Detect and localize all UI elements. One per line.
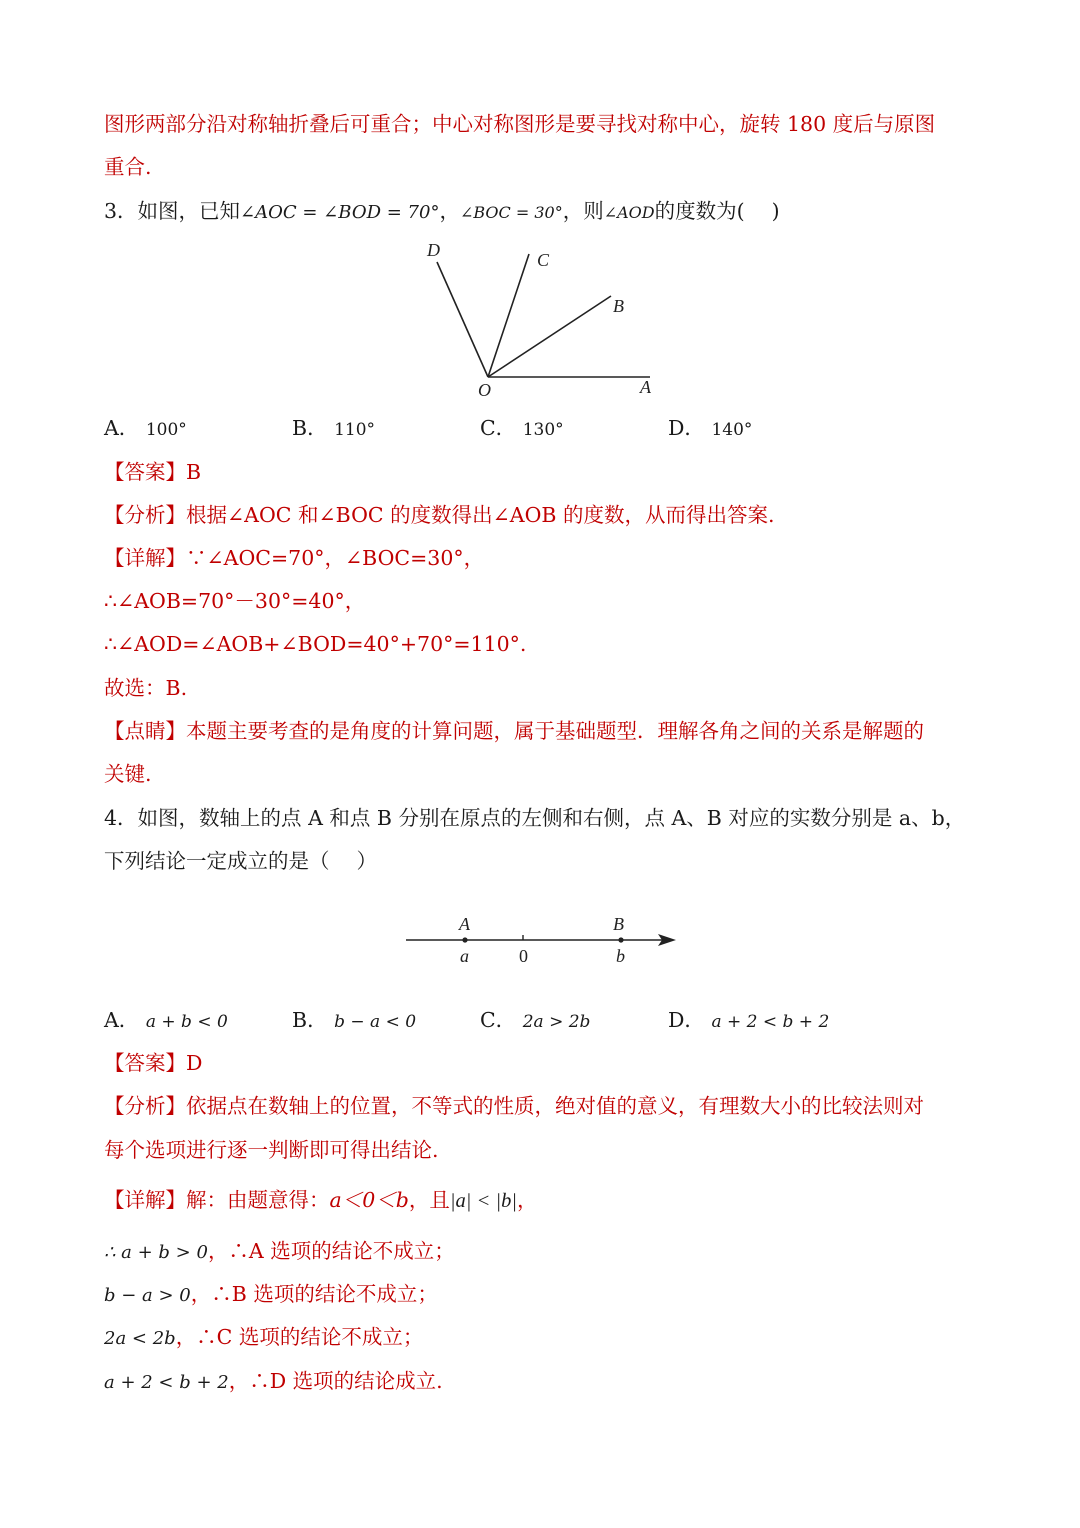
option-b[interactable] xyxy=(292,1010,416,1031)
paragraph-line: 重合. xyxy=(104,155,152,179)
option-letter: A． xyxy=(104,1008,140,1032)
label-point-a: A xyxy=(459,914,470,934)
result-line xyxy=(104,1371,443,1392)
result-line xyxy=(104,1241,455,1262)
option-value: b − a < 0 xyxy=(334,1012,417,1032)
stem-line: 下列结论一定成立的是（ ） xyxy=(104,849,378,873)
option-d[interactable] xyxy=(668,1010,829,1031)
result-text: ，∴A 选项的结论不成立； xyxy=(207,1239,455,1263)
result-line xyxy=(104,1284,438,1305)
comment-line: 关键. xyxy=(104,762,152,786)
math-expression: ∴ a + b > 0 xyxy=(104,1242,208,1263)
detail-line: ∴∠AOB=70°－30°=40°， xyxy=(104,589,366,613)
label-c: C xyxy=(537,250,550,270)
comment xyxy=(104,721,924,742)
math-expression: ∠BOC = 30° xyxy=(459,203,563,222)
result-text: ，∴D 选项的结论成立. xyxy=(228,1369,443,1393)
answer: 【答案】D xyxy=(104,1051,203,1075)
section-tag: 【详解】 xyxy=(104,546,186,570)
option-letter: D． xyxy=(668,416,705,440)
math-expression: ∠AOC = ∠BOD = 70° xyxy=(240,202,440,223)
label-point-b: B xyxy=(613,914,624,934)
label-a: A xyxy=(640,377,651,397)
option-value: 2a > 2b xyxy=(522,1012,591,1032)
option-letter: A． xyxy=(104,416,140,440)
label-zero: 0 xyxy=(519,946,528,966)
stem-text: 的度数为( ) xyxy=(654,199,780,223)
question-4-stem xyxy=(104,808,965,829)
stem-text: ， xyxy=(439,199,460,223)
option-value: 130° xyxy=(522,420,564,440)
point-a xyxy=(462,937,467,942)
angle-figure xyxy=(400,236,680,401)
detail-line xyxy=(104,548,484,569)
point-b xyxy=(618,937,623,942)
paragraph-line: 图形两部分沿对称轴折叠后可重合；中心对称图形是要寻找对称中心，旋转 180 度后与原图 xyxy=(104,112,936,136)
option-value: a + b < 0 xyxy=(145,1012,228,1032)
stem-text: 如图，已知 xyxy=(137,199,241,223)
option-c[interactable] xyxy=(480,418,564,439)
option-c[interactable] xyxy=(480,1010,590,1031)
analysis-text: 根据∠AOC 和∠BOC 的度数得出∠AOB 的度数，从而得出答案. xyxy=(186,503,775,527)
option-letter: B． xyxy=(292,416,328,440)
number-line-figure xyxy=(400,910,690,970)
option-d[interactable] xyxy=(668,418,752,439)
option-value: 100° xyxy=(145,420,187,440)
question-number: 4． xyxy=(104,806,138,830)
analysis-line: 每个选项进行逐一判断即可得出结论. xyxy=(104,1138,439,1162)
stem-text: 如图，数轴上的点 A 和点 B 分别在原点的左侧和右侧，点 A、B 对应的实数分别是 a、b， xyxy=(137,806,966,830)
section-tag: 【详解】 xyxy=(104,1188,186,1212)
section-tag: 【点睛】 xyxy=(104,719,186,743)
option-a[interactable] xyxy=(104,418,187,439)
choose-line: 故选：B. xyxy=(104,676,188,700)
result-text: ，∴C 选项的结论不成立； xyxy=(175,1325,424,1349)
option-letter: D． xyxy=(668,1008,705,1032)
label-b-value: b xyxy=(616,946,625,966)
option-b[interactable] xyxy=(292,418,375,439)
label-o: O xyxy=(478,380,491,400)
detail-text: ， xyxy=(517,1188,538,1212)
label-d: D xyxy=(427,240,440,260)
detail-line xyxy=(104,1190,538,1212)
option-letter: C． xyxy=(480,1008,517,1032)
option-letter: B． xyxy=(292,1008,328,1032)
analysis xyxy=(104,505,775,526)
comment-text: 本题主要考查的是角度的计算问题，属于基础题型．理解各角之间的关系是解题的 xyxy=(186,719,924,743)
section-tag: 【分析】 xyxy=(104,1094,186,1118)
ray-oc xyxy=(488,254,529,377)
ray-ob xyxy=(488,296,611,377)
math-expression: a＜0＜b xyxy=(329,1188,409,1212)
detail-line: ∴∠AOD=∠AOB+∠BOD=40°+70°=110°. xyxy=(104,632,527,656)
ray-od xyxy=(437,262,488,377)
analysis-text: 依据点在数轴上的位置，不等式的性质，绝对值的意义，有理数大小的比较法则对 xyxy=(186,1094,924,1118)
label-a-value: a xyxy=(460,946,469,966)
question-number: 3． xyxy=(104,199,138,223)
option-letter: C． xyxy=(480,416,517,440)
result-text: ，∴B 选项的结论不成立； xyxy=(190,1282,438,1306)
math-expression: 2a < 2b xyxy=(104,1328,176,1349)
analysis xyxy=(104,1096,924,1117)
detail-text: ∵∠AOC=70°，∠BOC=30°， xyxy=(186,546,485,570)
result-line xyxy=(104,1327,423,1348)
section-tag: 【分析】 xyxy=(104,503,186,527)
question-3-stem xyxy=(104,201,780,222)
math-expression: b − a > 0 xyxy=(104,1285,191,1306)
option-value: 140° xyxy=(711,420,753,440)
detail-text: ，且 xyxy=(408,1188,450,1212)
math-expression: a + 2 < b + 2 xyxy=(104,1372,229,1393)
math-expression: |a| < |b| xyxy=(449,1190,518,1212)
stem-text: ，则 xyxy=(562,199,604,223)
option-a[interactable] xyxy=(104,1010,228,1031)
label-b: B xyxy=(613,296,624,316)
option-value: a + 2 < b + 2 xyxy=(711,1012,830,1032)
detail-text: 解：由题意得： xyxy=(186,1188,330,1212)
option-value: 110° xyxy=(334,420,376,440)
math-expression: ∠AOD xyxy=(603,203,655,222)
answer: 【答案】B xyxy=(104,460,202,484)
